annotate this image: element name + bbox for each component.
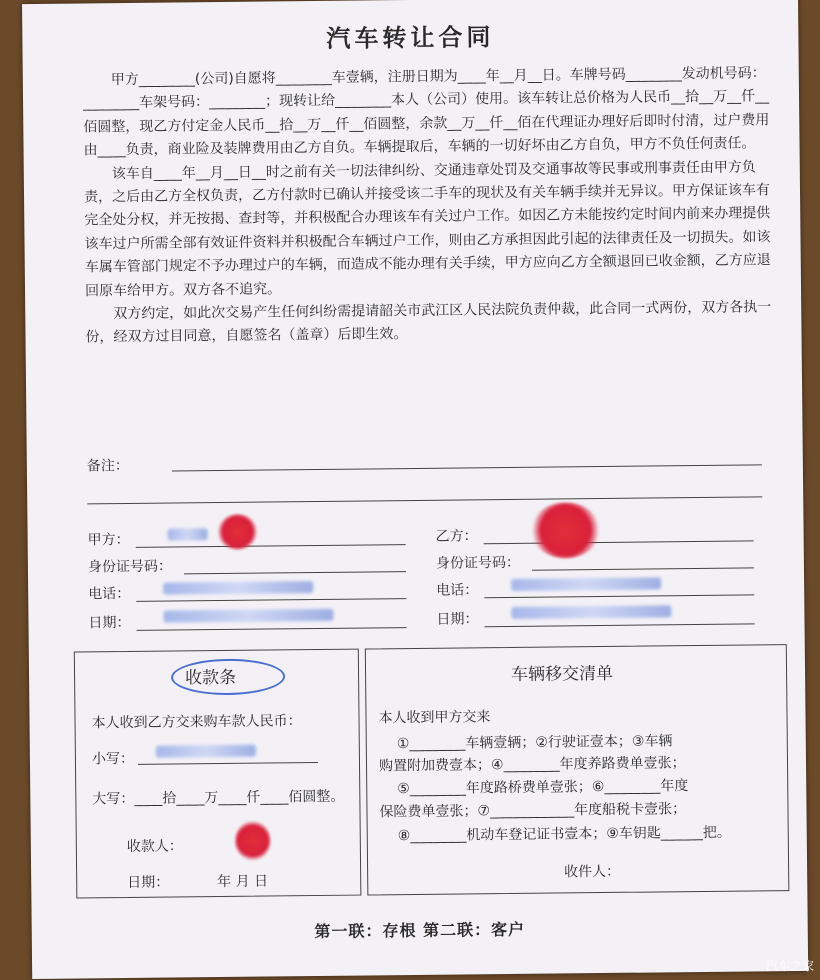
handover-item-5: ⑧________机动车登记证书壹本；⑨车钥匙______把。 [397, 824, 731, 845]
party-b-id-field[interactable] [532, 567, 754, 570]
party-a-id-field[interactable] [184, 571, 406, 574]
receipt-small-redacted [156, 745, 256, 758]
handover-receiver-label: 收件人： [564, 863, 621, 881]
contract-paper [22, 0, 808, 979]
party-b-date-label: 日期： [436, 611, 479, 628]
party-b-seal [530, 502, 601, 559]
receipt-payee-label: 收款人： [126, 838, 183, 856]
contract-body [83, 62, 776, 350]
party-a-block [87, 518, 428, 642]
party-a-phone-redacted [163, 581, 313, 595]
party-b-date-field[interactable] [485, 623, 755, 627]
handover-title: 车辆移交清单 [510, 663, 614, 685]
watermark: 汽车之家 [765, 959, 814, 973]
receipt-title: 收款条 [184, 667, 237, 689]
receipt-small-field[interactable] [138, 762, 318, 765]
copy-labels: 第一联：存根 第二联：客户 [314, 919, 526, 942]
clause-3: 双方约定，如此次交易产生任何纠纷需提请韶关市武江区人民法院负责仲裁，此合同一式两份，双方各执一份，经双方过目同意，自愿签名（盖章）后即生效。 [85, 299, 772, 346]
party-a-id-label: 身份证号码： [87, 558, 173, 576]
contract-title: 汽车转让合同 [326, 23, 495, 53]
receipt-box [74, 649, 362, 899]
party-b-date-redacted [511, 605, 671, 619]
party-a-phone-field[interactable] [136, 598, 406, 602]
remark-label: 备注： [86, 457, 129, 475]
receipt-date-label: 日期： [127, 874, 170, 892]
party-a-name-field[interactable] [136, 544, 406, 548]
party-a-seal [217, 514, 257, 550]
party-a-date-redacted [163, 609, 333, 623]
receipt-title-circle [171, 658, 285, 695]
party-b-phone-field[interactable] [484, 594, 754, 598]
party-a-phone-label: 电话： [88, 585, 131, 603]
remark-line-2 [87, 496, 762, 504]
handover-item-4: 保险费单壹张；⑦____________年度船税卡壹张； [379, 801, 687, 821]
receipt-small-label: 小写： [91, 750, 135, 768]
clause-1: 甲方________(公司)自愿将________车壹辆，注册日期为____年__月__日。车牌号码________发动机号码：________车架号码：________；现转让给________本人（公司）使用。该车转让总价格为人民币__拾__万__仟__佰圆整，现乙方付定金人民币__拾__万__仟__佰圆整，余款__万__仟__佰在代理证办理好后即时付清，过户费用由____负责，商业险及装牌费用由乙方自负。车辆提取后，车辆的一切好坏由乙方自负，甲方不负任何责任。 [82, 65, 770, 159]
party-b-name-field[interactable] [484, 540, 754, 544]
handover-item-2: 购置附加费壹本；④________年度养路费单壹张； [378, 755, 686, 775]
handover-box [365, 644, 790, 895]
receipt-date-text: 年 月 日 [217, 873, 269, 891]
clause-2: 该车自____年__月__日__时之前有关一切法律纠纷、交通违章处罚及交通事故等民事或刑事责任由甲方负责，之后由乙方全权负责，乙方付款时已确认并接受该二手车的现状及有关车辆手续并无异议。甲方保证该车有完全处分权，并无按揭、查封等，并积极配合办理该车有关过户工作。如因乙方未能按约定时间内前来办理提供该车过户所需全部有效证件资料并积极配合车辆过户工作，则由乙方承担因此引起的法律责任及一切损失。如该车属车管部门规定不予办理过户的车辆，而造成不能办理有关手续，甲方应向乙方全额退回已收金额，乙方应退回原车给甲方。双方各不追究。 [83, 159, 771, 300]
handover-item-1: ①________车辆壹辆；②行驶证壹本；③车辆 [396, 733, 673, 753]
party-b-phone-redacted [511, 577, 661, 591]
party-b-block [435, 514, 776, 638]
receipt-big-label: 大写： [92, 790, 135, 808]
party-a-name-redacted [168, 528, 208, 540]
party-b-id-label: 身份证号码： [435, 554, 520, 572]
handover-item-3: ⑤________年度路桥费单壹张；⑥________年度 [397, 778, 689, 798]
party-b-phone-label: 电话： [436, 582, 479, 599]
party-a-date-field[interactable] [137, 627, 407, 631]
party-a-name-label: 甲方： [87, 531, 130, 549]
handover-line1: 本人收到甲方交来 [378, 709, 491, 727]
receipt-line1: 本人收到乙方交来购车款人民币： [91, 713, 302, 732]
receipt-seal [235, 821, 271, 861]
receipt-big-text: ____拾____万____仟____佰圆整。 [134, 788, 345, 807]
party-b-name-label: 乙方： [435, 528, 478, 545]
party-a-date-label: 日期： [88, 614, 131, 632]
